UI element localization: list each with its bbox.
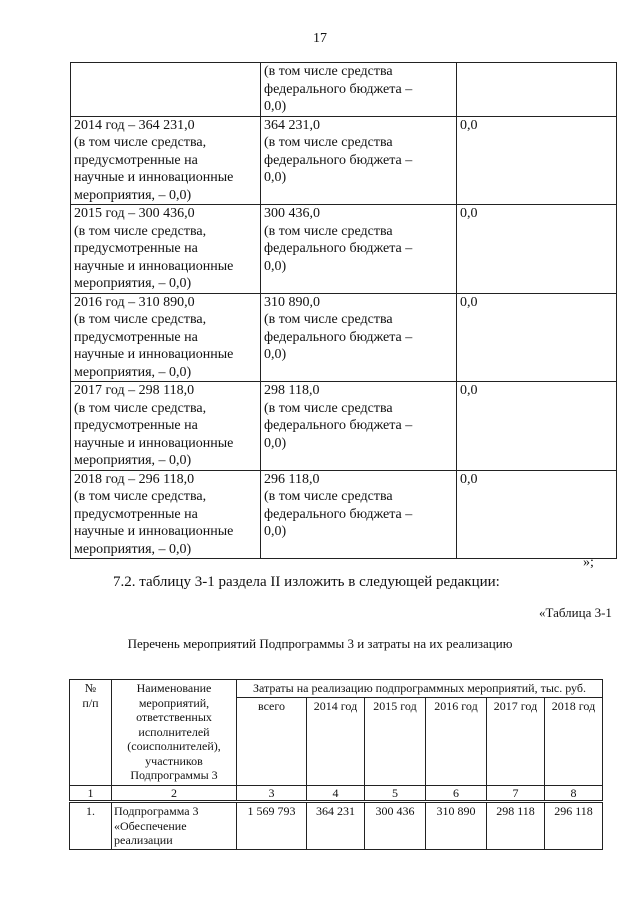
cell-line: (в том числе средства bbox=[264, 400, 393, 416]
index-cell: 3 bbox=[237, 785, 307, 802]
cell-line: научные и инновационные bbox=[74, 170, 234, 185]
row-number: 1. bbox=[70, 802, 112, 850]
table-cell: 0,0 bbox=[457, 116, 617, 205]
table-cell bbox=[261, 205, 457, 294]
header-line: (соисполнителей), bbox=[127, 739, 221, 753]
header-cell-year: 2015 год bbox=[365, 697, 426, 785]
table-cell bbox=[261, 293, 457, 382]
table-cell bbox=[71, 63, 261, 117]
cell-line: мероприятия, – 0,0) bbox=[74, 541, 192, 557]
name-line: «Обеспечение bbox=[114, 818, 187, 833]
row-name bbox=[112, 802, 237, 850]
value-year: 296 118 bbox=[545, 802, 603, 850]
cell-line: мероприятия, – 0,0) bbox=[74, 453, 192, 468]
table-cell bbox=[261, 63, 457, 117]
cell-line: мероприятия, – 0,0) bbox=[74, 187, 192, 203]
header-cell-number bbox=[70, 680, 112, 786]
cell-line: 0,0) bbox=[264, 258, 287, 274]
cell-line: 298 118,0 bbox=[264, 383, 320, 398]
cell-line: 296 118,0 bbox=[264, 471, 320, 487]
header-cell-total: всего bbox=[237, 697, 307, 785]
table-row bbox=[71, 382, 617, 471]
table-cell bbox=[261, 382, 457, 471]
index-cell: 2 bbox=[112, 785, 237, 802]
cell-line: научные и инновационные bbox=[74, 524, 234, 539]
cell-line: федерального бюджета – bbox=[264, 81, 413, 97]
table-row bbox=[71, 205, 617, 294]
table-caption: «Таблица 3-1 bbox=[539, 605, 612, 620]
header-line: участников bbox=[145, 753, 203, 768]
header-cell-year: 2014 год bbox=[307, 697, 365, 785]
value-year: 300 436 bbox=[365, 802, 426, 850]
cell-line: научные и инновационные bbox=[74, 435, 234, 451]
index-cell: 8 bbox=[545, 785, 603, 802]
cell-line: предусмотренные на bbox=[74, 329, 198, 345]
header-cell-year: 2018 год bbox=[545, 697, 603, 785]
value-year: 364 231 bbox=[307, 802, 365, 850]
cell-line: мероприятия, – 0,0) bbox=[74, 364, 192, 380]
cell-line: 0,0) bbox=[264, 347, 287, 362]
cell-line: 2017 год – 298 118,0 bbox=[74, 383, 195, 398]
cell-line: 2016 год – 310 890,0 bbox=[74, 294, 195, 310]
measures-table bbox=[69, 679, 603, 850]
cell-line: федерального бюджета – bbox=[264, 506, 413, 522]
column-index-row bbox=[70, 785, 603, 802]
table-row bbox=[71, 293, 617, 382]
cell-line: (в том числе средства bbox=[264, 64, 393, 79]
cell-line: (в том числе средства bbox=[264, 135, 393, 150]
cell-line: 310 890,0 bbox=[264, 294, 320, 310]
table-cell bbox=[71, 470, 261, 559]
table-cell bbox=[457, 63, 617, 117]
cell-line: мероприятия, – 0,0) bbox=[74, 276, 192, 291]
table-row bbox=[71, 470, 617, 559]
cell-line: 0,0) bbox=[264, 99, 287, 114]
cell-line: 0,0) bbox=[264, 524, 287, 539]
table-row bbox=[70, 802, 603, 850]
table-cell bbox=[261, 116, 457, 205]
header-cell-year: 2017 год bbox=[487, 697, 545, 785]
cell-line: 364 231,0 bbox=[264, 117, 320, 133]
cell-line: (в том числе средства, bbox=[74, 489, 207, 504]
table-cell bbox=[71, 205, 261, 294]
index-cell: 7 bbox=[487, 785, 545, 802]
name-line: Подпрограмма 3 bbox=[114, 804, 199, 818]
header-line: Подпрограммы 3 bbox=[130, 768, 218, 782]
cell-line: 0,0) bbox=[264, 170, 287, 185]
funding-table bbox=[70, 62, 617, 559]
table-row bbox=[71, 63, 617, 117]
table-cell bbox=[261, 470, 457, 559]
index-cell: 1 bbox=[70, 785, 112, 802]
header-line: исполнителей bbox=[138, 724, 210, 739]
header-cell-costs: Затраты на реализацию подпрограммных мероприятий, тыс. руб. bbox=[237, 680, 603, 698]
index-cell: 6 bbox=[426, 785, 487, 802]
cell-line: (в том числе средства, bbox=[74, 312, 207, 327]
cell-line: федерального бюджета – bbox=[264, 152, 413, 168]
value-year: 310 890 bbox=[426, 802, 487, 850]
cell-line: научные и инновационные bbox=[74, 347, 234, 362]
cell-line: (в том числе средства bbox=[264, 489, 393, 504]
table-cell bbox=[71, 116, 261, 205]
cell-line: федерального бюджета – bbox=[264, 241, 413, 256]
table-cell: 0,0 bbox=[457, 382, 617, 471]
table-cell bbox=[71, 382, 261, 471]
cell-line: 2018 год – 296 118,0 bbox=[74, 471, 195, 487]
header-cell-year: 2016 год bbox=[426, 697, 487, 785]
cell-line: научные и инновационные bbox=[74, 258, 234, 274]
header-line: ответственных bbox=[136, 710, 212, 724]
table-row bbox=[71, 116, 617, 205]
header-line: п/п bbox=[82, 695, 99, 710]
table-cell: 0,0 bbox=[457, 205, 617, 294]
cell-line: 2015 год – 300 436,0 bbox=[74, 206, 195, 221]
table-header-row bbox=[70, 680, 603, 698]
header-line: Наименование bbox=[136, 681, 212, 695]
table-heading: Перечень мероприятий Подпрограммы 3 и затраты на их реализацию bbox=[127, 636, 513, 651]
cell-line: предусмотренные на bbox=[74, 418, 198, 433]
index-cell: 5 bbox=[365, 785, 426, 802]
table-cell: 0,0 bbox=[457, 293, 617, 382]
index-cell: 4 bbox=[307, 785, 365, 802]
header-line: № bbox=[84, 681, 97, 695]
cell-line: (в том числе средства bbox=[264, 223, 393, 239]
cell-line: 2014 год – 364 231,0 bbox=[74, 117, 195, 133]
cell-line: федерального бюджета – bbox=[264, 418, 413, 433]
cell-line: (в том числе средства, bbox=[74, 400, 207, 416]
header-line: мероприятий, bbox=[138, 695, 210, 710]
cell-line: (в том числе средства, bbox=[74, 223, 207, 239]
amendment-paragraph: 7.2. таблицу 3-1 раздела II изложить в следующей редакции: bbox=[113, 574, 500, 590]
cell-line: предусмотренные на bbox=[74, 241, 198, 256]
page-number: 17 bbox=[313, 31, 327, 46]
value-total: 1 569 793 bbox=[237, 802, 307, 850]
table-cell bbox=[71, 293, 261, 382]
header-cell-name bbox=[112, 680, 237, 786]
table-cell: 0,0 bbox=[457, 470, 617, 559]
cell-line: 300 436,0 bbox=[264, 206, 320, 221]
cell-line: (в том числе средства, bbox=[74, 135, 207, 150]
cell-line: предусмотренные на bbox=[74, 506, 198, 522]
cell-line: федерального бюджета – bbox=[264, 329, 413, 345]
cell-line: предусмотренные на bbox=[74, 152, 198, 168]
name-line: реализации bbox=[114, 833, 173, 847]
cell-line: (в том числе средства bbox=[264, 312, 393, 327]
value-year: 298 118 bbox=[487, 802, 545, 850]
closing-quote: »; bbox=[583, 555, 594, 570]
cell-line: 0,0) bbox=[264, 435, 287, 451]
